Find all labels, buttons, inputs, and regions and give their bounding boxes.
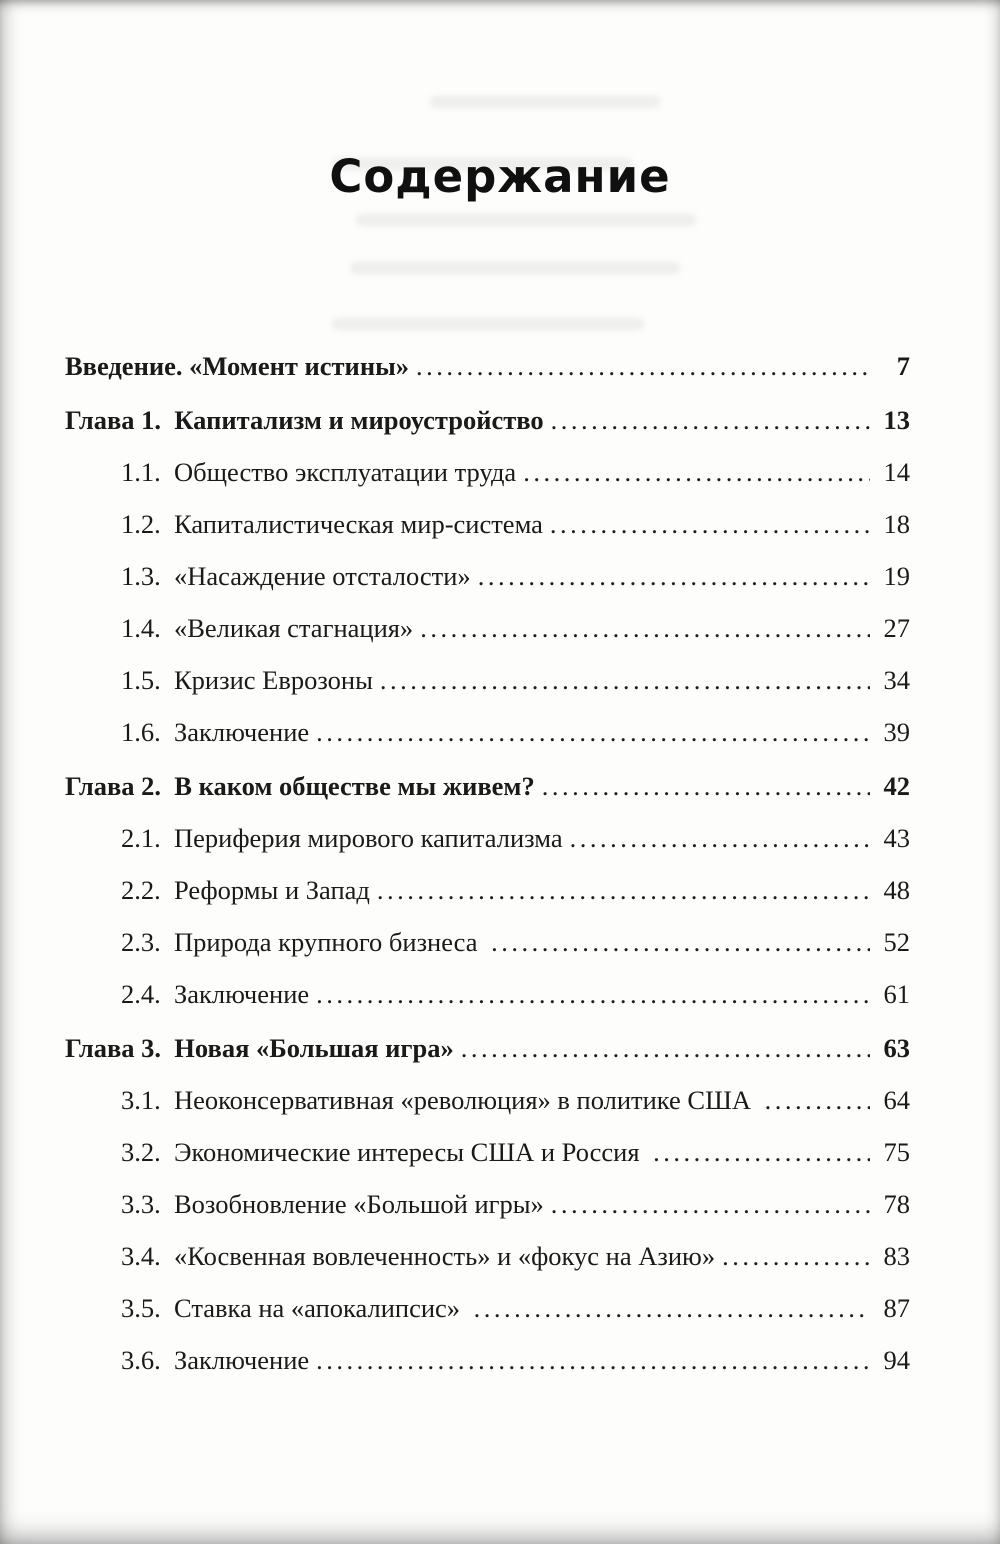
toc-entry-label: 2.2. Реформы и Запад [121, 875, 370, 905]
toc-entry [65, 771, 910, 801]
toc-entry [65, 1345, 910, 1375]
toc-entry-label: 1.4. «Великая стагнация» [121, 613, 414, 643]
toc-entry [65, 875, 910, 905]
toc-entry-page-number: 75 [883, 1137, 910, 1167]
toc-entry-label: 2.1. Периферия мирового капитализма [121, 823, 563, 853]
toc-entry-label: 3.2. Экономические интересы США и Россия [121, 1137, 647, 1167]
toc-entry-label: 1.6. Заключение [121, 717, 310, 747]
toc-entry-page-number: 39 [883, 717, 910, 747]
toc-entry-page-number: 13 [883, 405, 910, 435]
toc-entry-page-number: 19 [883, 561, 910, 591]
toc-entry [65, 405, 910, 435]
toc-entry [65, 979, 910, 1009]
toc-entry-page-number: 48 [883, 875, 910, 905]
toc-entry [65, 561, 910, 591]
dot-leader [380, 665, 870, 695]
toc-entry [65, 1033, 910, 1063]
toc-entry-page-number: 7 [896, 351, 910, 381]
toc-entry-page-number: 61 [883, 979, 910, 1009]
toc-entry [65, 509, 910, 539]
dot-leader [653, 1137, 870, 1167]
dot-leader [461, 1033, 870, 1063]
dot-leader [765, 1085, 870, 1115]
dot-leader [551, 405, 870, 435]
toc-entry-page-number: 42 [883, 771, 910, 801]
dot-leader [474, 1293, 870, 1323]
toc-entry-page-number: 52 [883, 927, 910, 957]
dot-leader [550, 509, 870, 539]
toc-entry-label: 3.1. Неоконсервативная «революция» в политике США [121, 1085, 758, 1115]
toc-entry-label: Глава 1. Капитализм и мироустройство [65, 405, 544, 435]
dot-leader [478, 561, 870, 591]
dot-leader [377, 875, 870, 905]
bleed-through-line [332, 318, 644, 330]
toc-list [65, 351, 910, 1375]
toc-entry [65, 457, 910, 487]
toc-entry-page-number: 87 [883, 1293, 910, 1323]
toc-entry [65, 351, 910, 381]
toc-entry-label: 3.6. Заключение [121, 1345, 310, 1375]
dot-leader [551, 1189, 870, 1219]
toc-entry-label: 1.2. Капиталистическая мир-система [121, 509, 543, 539]
toc-entry-page-number: 34 [883, 665, 910, 695]
toc-entry-label: 3.3. Возобновление «Большой игры» [121, 1189, 544, 1219]
dot-leader [542, 771, 870, 801]
toc-entry [65, 613, 910, 643]
toc-entry-label: 2.4. Заключение [121, 979, 310, 1009]
toc-entry [65, 927, 910, 957]
dot-leader [420, 613, 870, 643]
bleed-through-line [430, 96, 660, 108]
page-title: Содержание [329, 150, 671, 203]
toc-entry-page-number: 63 [883, 1033, 910, 1063]
toc-entry-label: 1.3. «Насаждение отсталости» [121, 561, 471, 591]
toc-entry [65, 717, 910, 747]
dot-leader [722, 1241, 870, 1271]
toc-entry [65, 1137, 910, 1167]
toc-entry [65, 665, 910, 695]
toc-entry-page-number: 14 [883, 457, 910, 487]
dot-leader [316, 1345, 870, 1375]
toc-entry-page-number: 64 [883, 1085, 910, 1115]
toc-entry-label: 1.5. Кризис Еврозоны [121, 665, 373, 695]
dot-leader [416, 351, 870, 381]
toc-entry-label: Глава 3. Новая «Большая игра» [65, 1033, 454, 1063]
toc-entry-label: Введение. «Момент истины» [65, 351, 410, 381]
toc-entry-page-number: 78 [883, 1189, 910, 1219]
toc-entry-page-number: 83 [883, 1241, 910, 1271]
toc-entry-page-number: 43 [883, 823, 910, 853]
toc-entry [65, 1241, 910, 1271]
toc-entry-label: 3.5. Ставка на «апокалипсис» [121, 1293, 467, 1323]
dot-leader [316, 979, 870, 1009]
toc-entry [65, 1293, 910, 1323]
toc-entry-page-number: 94 [883, 1345, 910, 1375]
dot-leader [570, 823, 870, 853]
toc-entry-label: 3.4. «Косвенная вовлеченность» и «фокус на Азию» [121, 1241, 716, 1271]
bleed-through-line [350, 262, 680, 274]
toc-entry-page-number: 27 [883, 613, 910, 643]
bleed-through-line [356, 214, 696, 226]
toc-entry [65, 823, 910, 853]
toc-entry-page-number: 18 [883, 509, 910, 539]
toc-entry-label: 2.3. Природа крупного бизнеса [121, 927, 485, 957]
toc-entry-label: 1.1. Общество эксплуатации труда [121, 457, 517, 487]
toc-entry [65, 1189, 910, 1219]
toc-entry-label: Глава 2. В каком обществе мы живем? [65, 771, 535, 801]
dot-leader [491, 927, 870, 957]
toc-entry [65, 1085, 910, 1115]
dot-leader [523, 457, 870, 487]
dot-leader [316, 717, 870, 747]
